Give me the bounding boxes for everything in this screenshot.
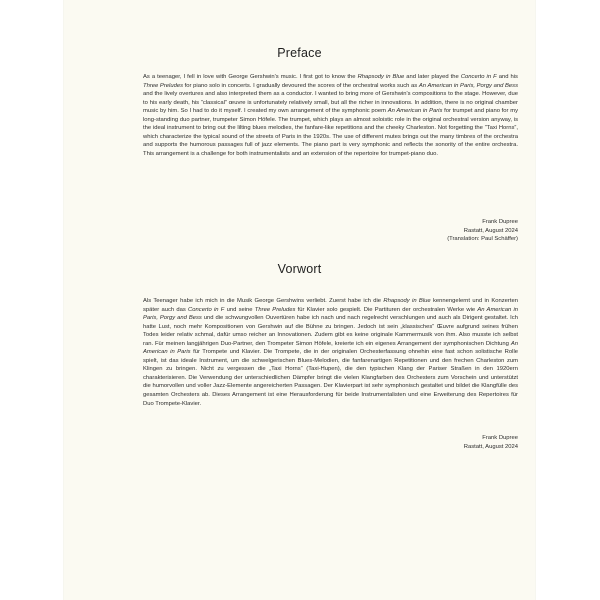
text-run: für Trompete und Klavier. Die Trompete, die in der originalen Orchesterfassung ohnehin eine fast schon solistische Rolle spielt, ist das ideale Instrument, um die schwelgerischen Blues-Melodien, die fanfarenartigen Repetitionen und den frechen Charleston zum Klingen zu bringen. Nicht zu vergessen die „Taxi Horns“ (Taxi-Hupen), die den typischen Klang der Pariser Straßen in den 1920ern charakterisieren. Die Verwendung der unterschiedlichen Dämpfer bringt die vielen Klangfarben des Orchesters zum Vorschein und unterstützt die humorvollen und voller Jazz-Elemente angereicherten Passagen. Der Klavierpart ist sehr symphonisch gestaltet und bildet die Klangfülle des gesamten Orchesters ab. Dieses Arrangement ist eine Herausforderung für beide Instrumentalisten und eine Erweiterung des Repertoires für Duo Trompete-Klavier. — [143, 349, 519, 407]
italic-title: Rhapsody in Blue — [357, 74, 405, 80]
text-run: Als Teenager habe ich mich in die Musik George Gershwins verliebt. Zuerst habe ich die — [143, 298, 384, 304]
preface-heading: Preface — [277, 46, 322, 60]
preface-signature-author: Frank Dupree — [482, 219, 518, 225]
text-run: As a teenager, I fell in love with George Gershwin's music. I first got to know the — [143, 74, 358, 80]
text-run: und die schwungvollen Ouvertüren habe ich nach und nach regelrecht verschlungen und auch als Dirigent gestaltet. Ich hatte Lust, noch mehr Kompositionen von Gershwin auf die Bühne zu bringen. Jedoch ist sein „klassisches“ Œuvre aufgrund seines frühen Todes leider relativ schmal, dafür umso reicher an Innovationen. Zudem gibt es keine originale Kammermusik von ihm. Also musste ich selbst ran. Für meinen langjährigen Duo-Partner, den Trompeter Simon Höfele, kreierte ich ein eigenes Arrangement der symphonischen Dichtung — [143, 315, 518, 347]
text-run: und seine — [224, 306, 255, 313]
italic-title: Three Preludes — [254, 306, 296, 313]
preface-paragraph — [143, 73, 518, 158]
text-run: kennengelernt und in Konzerten später auch das — [143, 298, 518, 313]
preface-signature-place-date: Rastatt, August 2024 — [463, 227, 518, 234]
italic-title: Rhapsody in Blue — [383, 298, 431, 304]
text-run: für Klavier solo gespielt. Die Partituren der orchestralen Werke wie — [295, 306, 478, 313]
text-run: for trumpet and piano for my long-standing duo partner, trumpeter Simon Höfele. The trumpet, which plays an almost soloistic role in the original orchestral version anyway, is the ideal instrument to bring out the lilting blues melodies, the fanfare-like repetitions and the cheeky Charleston. Not forgetting the “Taxi Horns”, which characterize the typical sound of the streets of Paris in the 1920s. The use of different mutes brings out the many timbres of the orchestra and supports the humorous passages full of jazz elements. The piano part is very symphonic and reflects the sonority of the entire orchestra. This arrangement is a challenge for both instrumentalists and an extension of the repertoire for trumpet-piano duo. — [143, 108, 519, 157]
italic-title: An American in Paris — [387, 108, 443, 115]
italic-title: Three Preludes — [143, 82, 183, 89]
text-run: and later played the — [404, 74, 461, 80]
italic-title: An American in Paris, Porgy and Bess — [418, 82, 518, 89]
preface-signature — [447, 218, 518, 244]
text-run: for piano solo in concerts. I gradually devoured the scores of the orchestral works such as — [183, 82, 419, 89]
italic-title: Concerto in F — [460, 74, 497, 80]
vorwort-signature-author: Frank Dupree — [482, 435, 518, 441]
text-run: and his — [496, 74, 518, 80]
italic-title: An American in Paris — [143, 340, 518, 356]
italic-title: An American in Paris, Porgy and Bess — [143, 306, 519, 322]
vorwort-signature-place-date: Rastatt, August 2024 — [463, 443, 518, 450]
preface-signature-translation: (Translation: Paul Schäffer) — [447, 236, 518, 243]
vorwort-paragraph — [143, 297, 518, 408]
italic-title: Concerto in F — [188, 306, 225, 313]
vorwort-heading: Vorwort — [277, 262, 322, 276]
document-page — [64, 0, 535, 600]
text-run: and the lively overtures and also interpreted them as a conductor. I wanted to bring more of Gershwin's compositions to the stage. However, due to his early death, his “classical” œuvre is unfortunately relatively small, but all the richer in innovations. In addition, there is no original chamber music by him. So I had to do it myself. I created my own arrangement of the symphonic poem — [143, 91, 518, 115]
vorwort-signature — [464, 434, 518, 451]
